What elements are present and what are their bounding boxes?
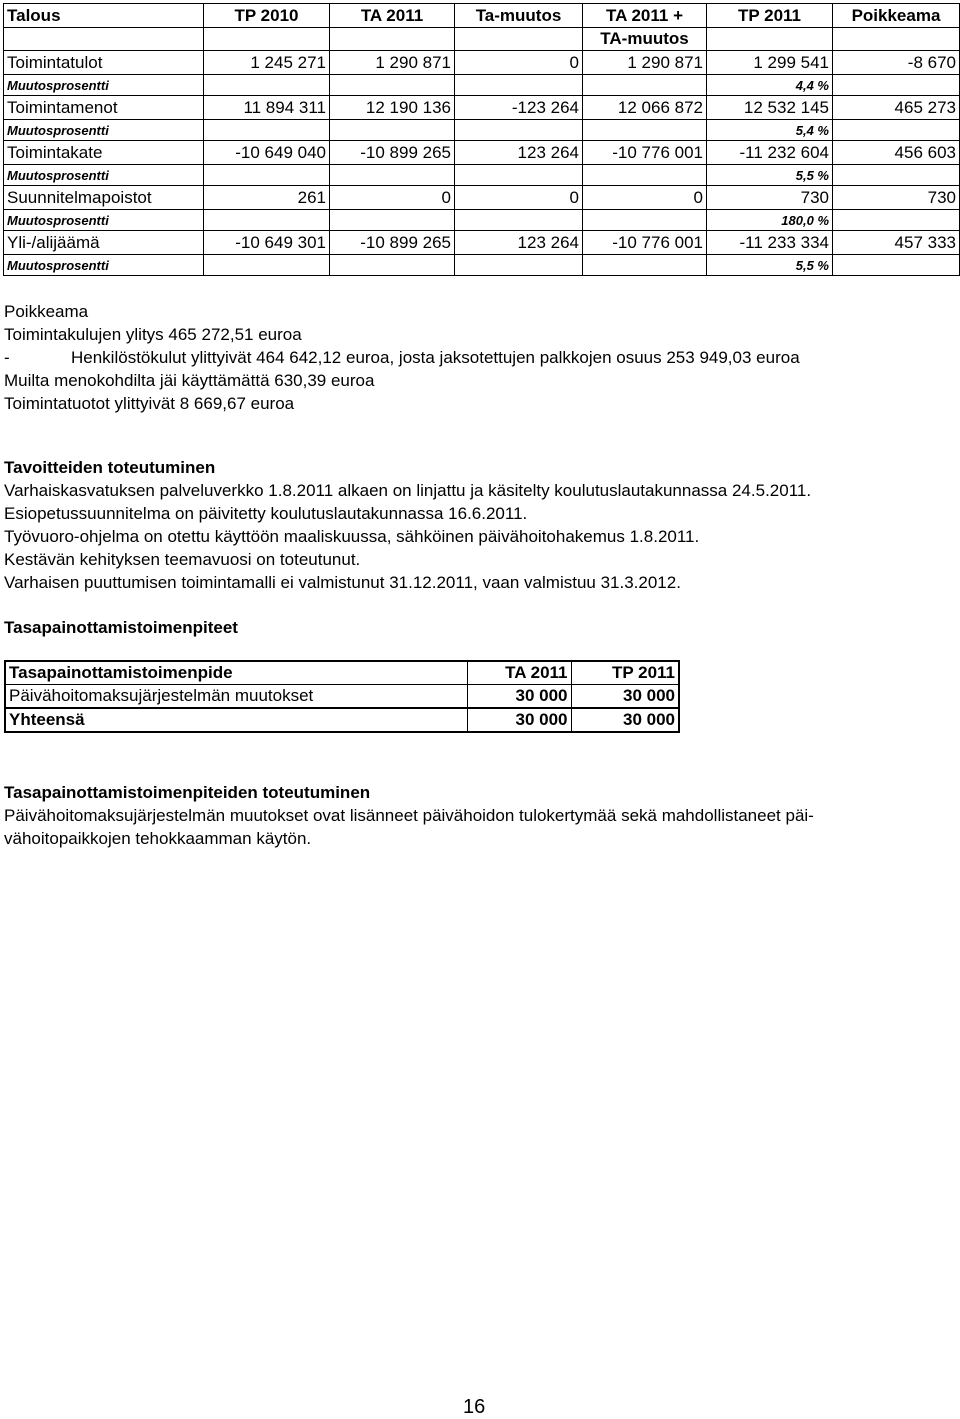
row-label: Toimintatulot xyxy=(4,51,204,75)
percent-row xyxy=(4,165,960,186)
value-cell: 123 264 xyxy=(455,231,583,255)
value-cell: 0 xyxy=(583,186,707,210)
goal-line: Varhaisen puuttumisen toimintamalli ei valmistunut 31.12.2011, vaan valmistuu 31.3.2012. xyxy=(4,573,681,592)
row-label: Yli-/alijäämä xyxy=(4,231,204,255)
value-cell: 12 190 136 xyxy=(330,96,455,120)
value-cell: 30 000 xyxy=(571,708,679,732)
deviation-bullet xyxy=(4,346,800,369)
table-row xyxy=(4,186,960,210)
value-cell: 123 264 xyxy=(455,141,583,165)
balancing-header-row xyxy=(5,661,679,685)
value-cell: -11 233 334 xyxy=(707,231,833,255)
value-cell: 0 xyxy=(330,186,455,210)
row-label: Yhteensä xyxy=(5,708,467,732)
header-cell: Ta-muutos xyxy=(455,4,583,28)
empty-cell xyxy=(833,28,960,51)
deviation-section xyxy=(4,300,800,415)
percent-value: 180,0 % xyxy=(707,210,833,231)
value-cell: 12 532 145 xyxy=(707,96,833,120)
value-cell: 730 xyxy=(833,186,960,210)
goal-line: Esiopetussuunnitelma on päivitetty koulutuslautakunnassa 16.6.2011. xyxy=(4,504,528,523)
value-cell: 30 000 xyxy=(467,685,571,709)
table-row xyxy=(4,96,960,120)
percent-row xyxy=(4,210,960,231)
deviation-title: Poikkeama xyxy=(4,302,89,321)
header-cell: Tasapainottamistoimenpide xyxy=(5,661,467,685)
value-cell: -10 649 040 xyxy=(204,141,330,165)
value-cell: 465 273 xyxy=(833,96,960,120)
value-cell: -8 670 xyxy=(833,51,960,75)
value-cell: -10 899 265 xyxy=(330,231,455,255)
finance-header-row-2 xyxy=(4,28,960,51)
empty-cell xyxy=(4,28,204,51)
deviation-line: Toimintakulujen ylitys 465 272,51 euroa xyxy=(4,325,302,344)
value-cell: -10 899 265 xyxy=(330,141,455,165)
value-cell: 456 603 xyxy=(833,141,960,165)
bullet-text: Henkilöstökulut ylittyivät 464 642,12 euroa, josta jaksotettujen palkkojen osuus 253 949,03 euroa xyxy=(71,348,800,367)
header-cell: TA 2011 + xyxy=(583,4,707,28)
value-cell: 11 894 311 xyxy=(204,96,330,120)
goals-heading: Tavoitteiden toteutuminen xyxy=(4,458,216,477)
goal-line: Varhaiskasvatuksen palveluverkko 1.8.2011 alkaen on linjattu ja käsitelty koulutuslautakunnassa 24.5.2011. xyxy=(4,481,812,500)
empty-cell xyxy=(204,28,330,51)
percent-value: 5,5 % xyxy=(707,255,833,276)
header-cell: TA 2011 xyxy=(330,4,455,28)
page-number: 16 xyxy=(463,1396,486,1418)
value-cell: 30 000 xyxy=(571,685,679,709)
value-cell: 1 290 871 xyxy=(583,51,707,75)
percent-row xyxy=(4,75,960,96)
percent-label: Muutosprosentti xyxy=(4,210,204,231)
bullet-dash: - xyxy=(4,348,10,367)
implementation-line: vähoitopaikkojen tehokkaamman käytön. xyxy=(4,829,312,848)
empty-cell xyxy=(707,28,833,51)
value-cell: 1 299 541 xyxy=(707,51,833,75)
header-cell: TP 2010 xyxy=(204,4,330,28)
total-row xyxy=(5,708,679,732)
balancing-table xyxy=(4,660,680,733)
finance-header-row xyxy=(4,4,960,28)
goal-line: Kestävän kehityksen teemavuosi on toteutunut. xyxy=(4,550,361,569)
percent-label: Muutosprosentti xyxy=(4,75,204,96)
header-cell: TA 2011 xyxy=(467,661,571,685)
goal-line: Työvuoro-ohjelma on otettu käyttöön maaliskuussa, sähköinen päivähoitohakemus 1.8.2011. xyxy=(4,527,700,546)
value-cell: 1 290 871 xyxy=(330,51,455,75)
header-cell: TP 2011 xyxy=(707,4,833,28)
implementation-heading: Tasapainottamistoimenpiteiden toteutuminen xyxy=(4,783,371,802)
header-cell: TP 2011 xyxy=(571,661,679,685)
header-cell: Talous xyxy=(4,4,204,28)
value-cell: -10 776 001 xyxy=(583,231,707,255)
table-row xyxy=(5,685,679,709)
percent-label: Muutosprosentti xyxy=(4,255,204,276)
header-cell: Poikkeama xyxy=(833,4,960,28)
row-label: Toimintakate xyxy=(4,141,204,165)
value-cell: -123 264 xyxy=(455,96,583,120)
percent-label: Muutosprosentti xyxy=(4,120,204,141)
value-cell: 12 066 872 xyxy=(583,96,707,120)
value-cell: -10 649 301 xyxy=(204,231,330,255)
value-cell: -10 776 001 xyxy=(583,141,707,165)
row-label: Suunnitelmapoistot xyxy=(4,186,204,210)
value-cell: 730 xyxy=(707,186,833,210)
table-row xyxy=(4,141,960,165)
deviation-line: Toimintatuotot ylittyivät 8 669,67 euroa xyxy=(4,394,295,413)
table-row xyxy=(4,51,960,75)
balancing-heading: Tasapainottamistoimenpiteet xyxy=(4,618,238,637)
percent-row xyxy=(4,120,960,141)
percent-row xyxy=(4,255,960,276)
empty-cell xyxy=(455,28,583,51)
percent-value: 5,5 % xyxy=(707,165,833,186)
header-cell: TA-muutos xyxy=(583,28,707,51)
value-cell: 261 xyxy=(204,186,330,210)
table-row xyxy=(4,231,960,255)
finance-table xyxy=(3,3,960,276)
value-cell: 30 000 xyxy=(467,708,571,732)
value-cell: 0 xyxy=(455,186,583,210)
goals-section xyxy=(4,456,811,594)
deviation-line: Muilta menokohdilta jäi käyttämättä 630,39 euroa xyxy=(4,371,375,390)
implementation-section xyxy=(4,781,814,850)
empty-cell xyxy=(330,28,455,51)
value-cell: 1 245 271 xyxy=(204,51,330,75)
percent-label: Muutosprosentti xyxy=(4,165,204,186)
value-cell: 457 333 xyxy=(833,231,960,255)
row-label: Toimintamenot xyxy=(4,96,204,120)
percent-value: 5,4 % xyxy=(707,120,833,141)
percent-value: 4,4 % xyxy=(707,75,833,96)
value-cell: -11 232 604 xyxy=(707,141,833,165)
row-label: Päivähoitomaksujärjestelmän muutokset xyxy=(5,685,467,709)
implementation-line: Päivähoitomaksujärjestelmän muutokset ovat lisänneet päivähoidon tulokertymää sekä mahdollistaneet päi- xyxy=(4,806,814,825)
value-cell: 0 xyxy=(455,51,583,75)
